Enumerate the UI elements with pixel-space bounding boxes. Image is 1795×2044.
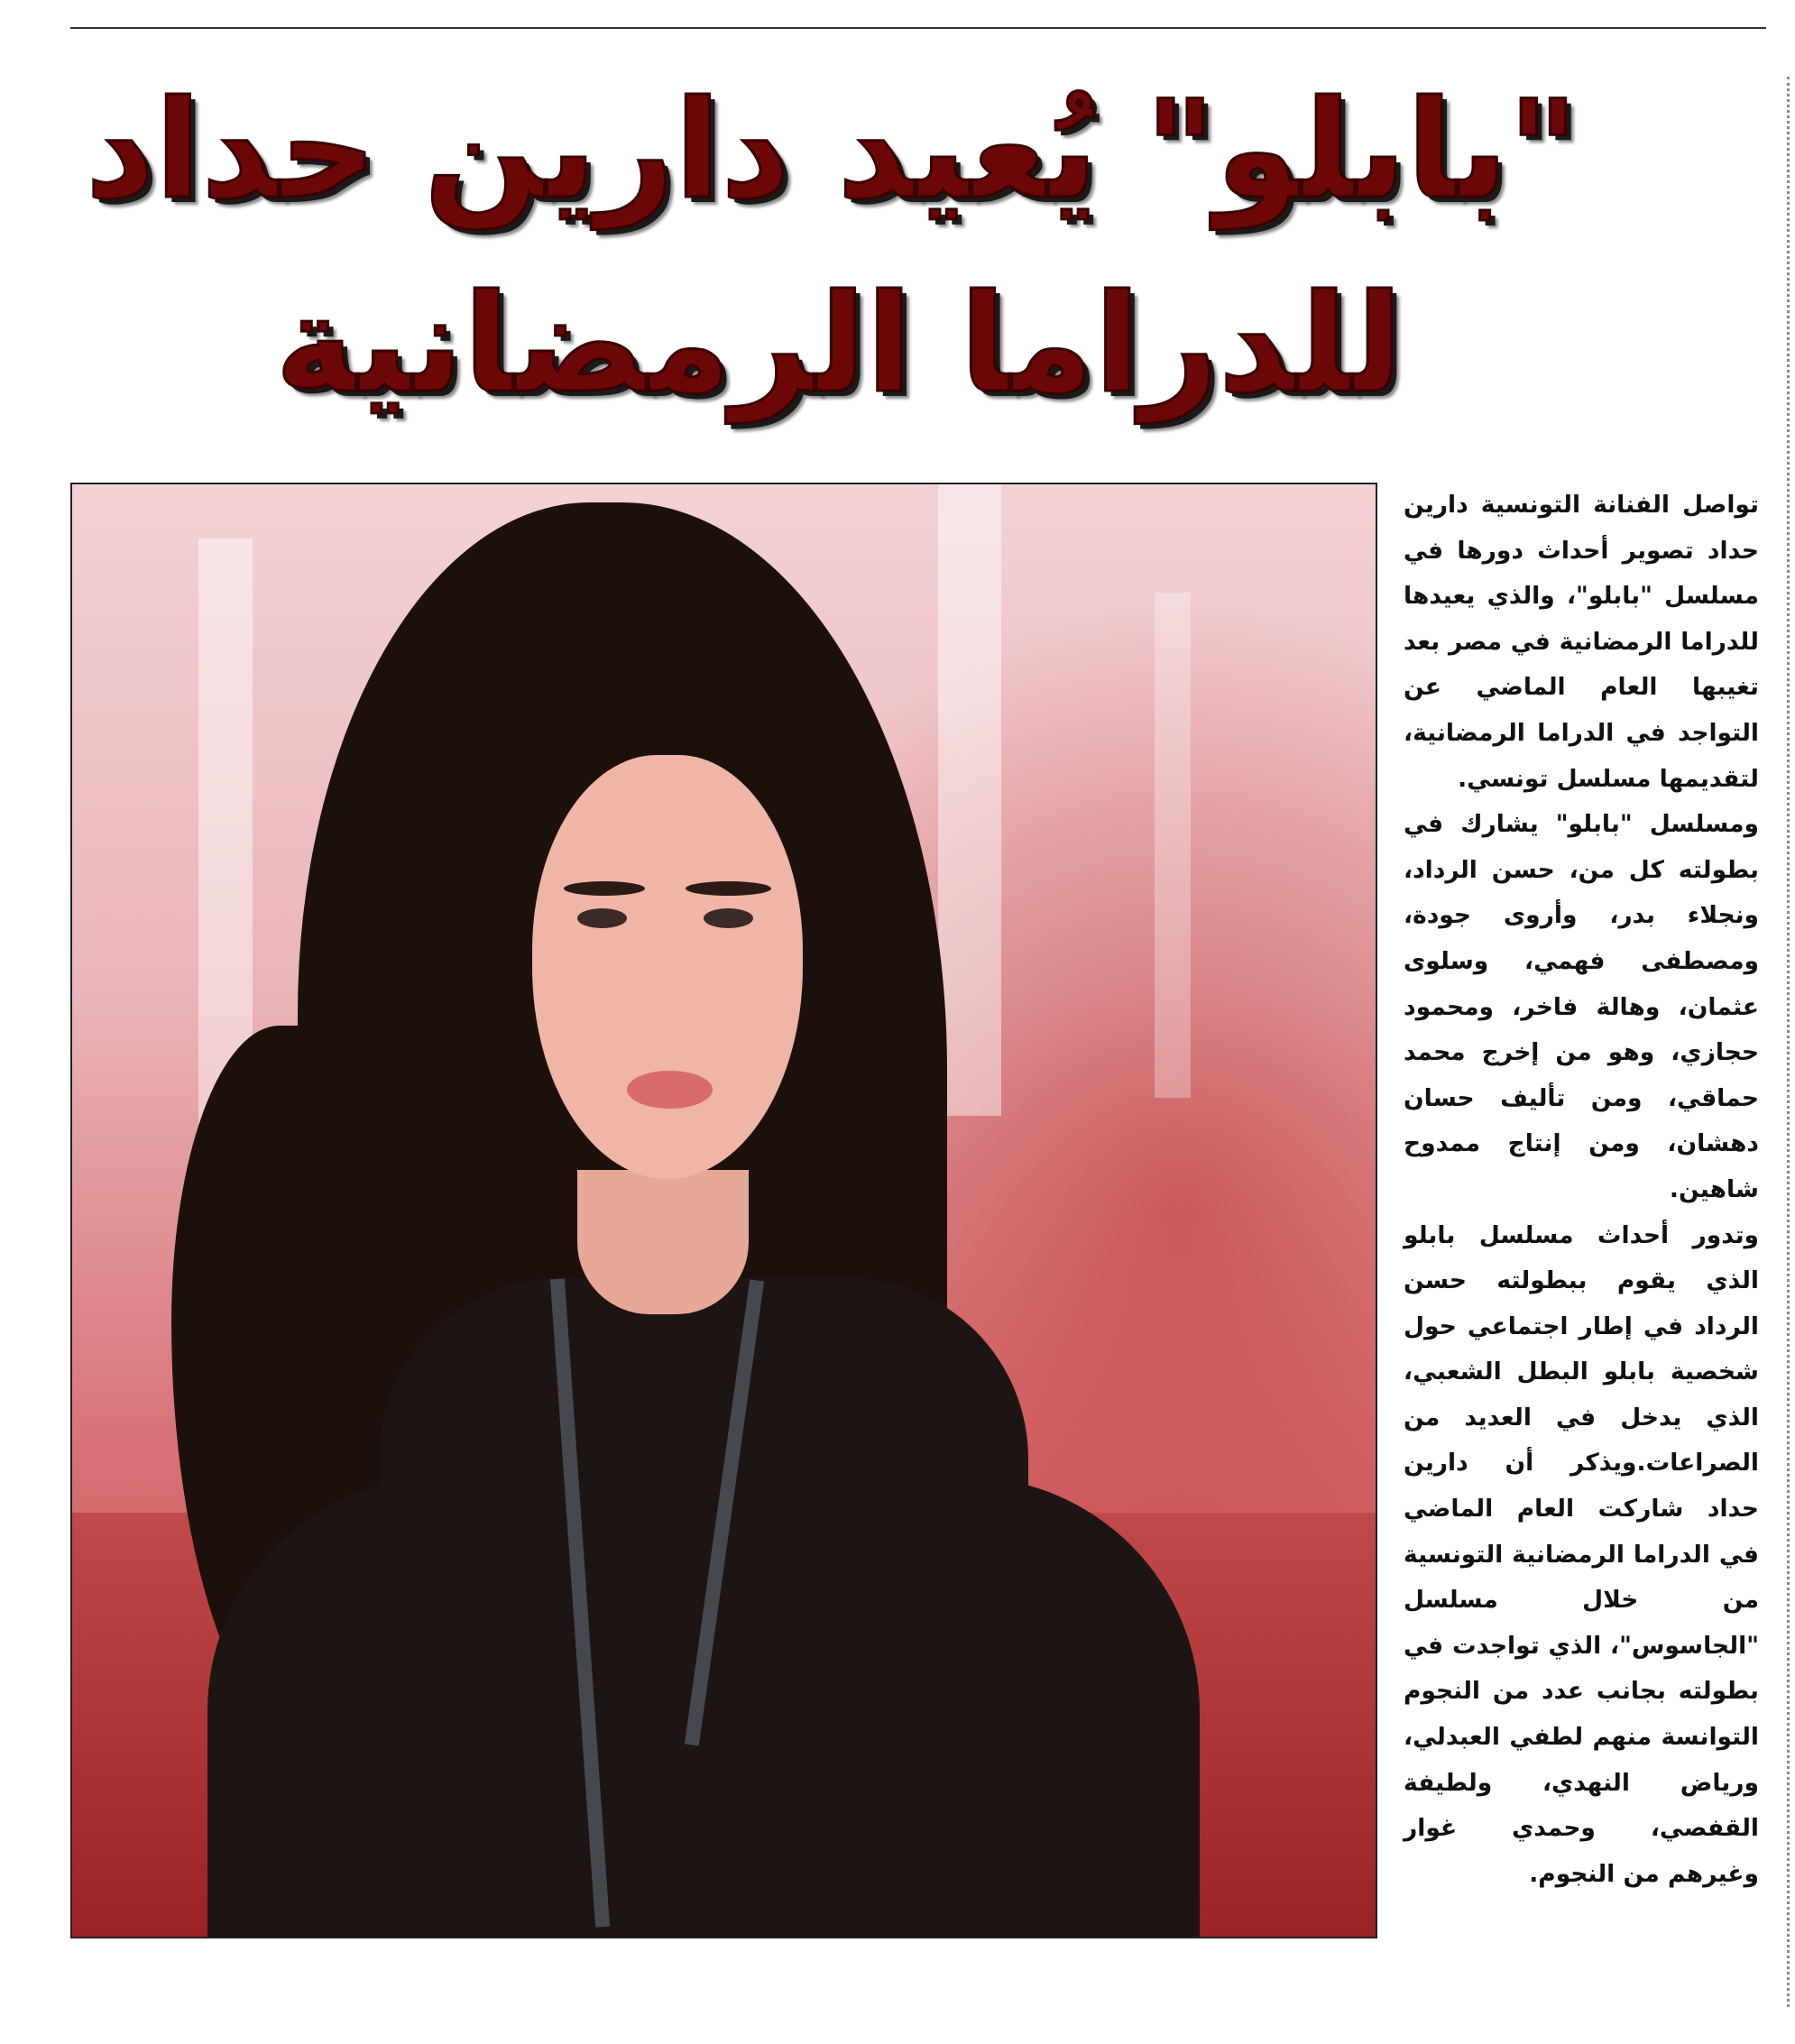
article-paragraph-3: وتدور أحداث مسلسل بابلو الذي يقوم ببطولته حسن الرداد في إطار اجتماعي حول شخصية بابلو البطل الشعبي، الذي يدخل في العديد من الصراعات.ويذكر أن دارين حداد شاركت العام الماضي في الدراما الرمضانية التونسية من خلال مسلسل "الجاسوس"، الذي تواجدت في بطولته بجانب عدد من النجوم التوانسة منهم لطفي العبدلي، ورياض النهدي، ولطيفة القفصي، وحمدي غوار وغيرهم من النجوم. [1404, 1220, 1759, 1888]
headline-line-2: للدراما الرمضانية [275, 266, 1403, 423]
article-paragraph-2: ومسلسل "بابلو" يشارك في بطولته كل من، حسن الرداد، ونجلاء بدر، وأروى جودة، ومصطفى فهمي، وسلوى عثمان، وهالة فاخر، ومحمود حجازي، وهو من إخرج محمد حماقي، ومن تأليف حسان دهشان، ومن إنتاج ممدوح شاهين. [1404, 810, 1759, 1203]
headline-line-1: "بابلو" يُعيد دارين حداد [85, 72, 1579, 229]
article-photo [70, 483, 1377, 1938]
top-rule [70, 27, 1766, 29]
column-divider-dots [1787, 77, 1790, 2007]
article-paragraph-1: تواصل الفنانة التونسية دارين حداد تصوير أحداث دورها في مسلسل "بابلو"، والذي يعيدها للدراما الرمضانية في مصر بعد تغيبها العام الماضي عن التواجد في الدراما الرمضانية، لتقديمها مسلسل تونسي. [1404, 491, 1759, 793]
headline [85, 54, 1579, 442]
article-body [1404, 483, 1759, 1897]
